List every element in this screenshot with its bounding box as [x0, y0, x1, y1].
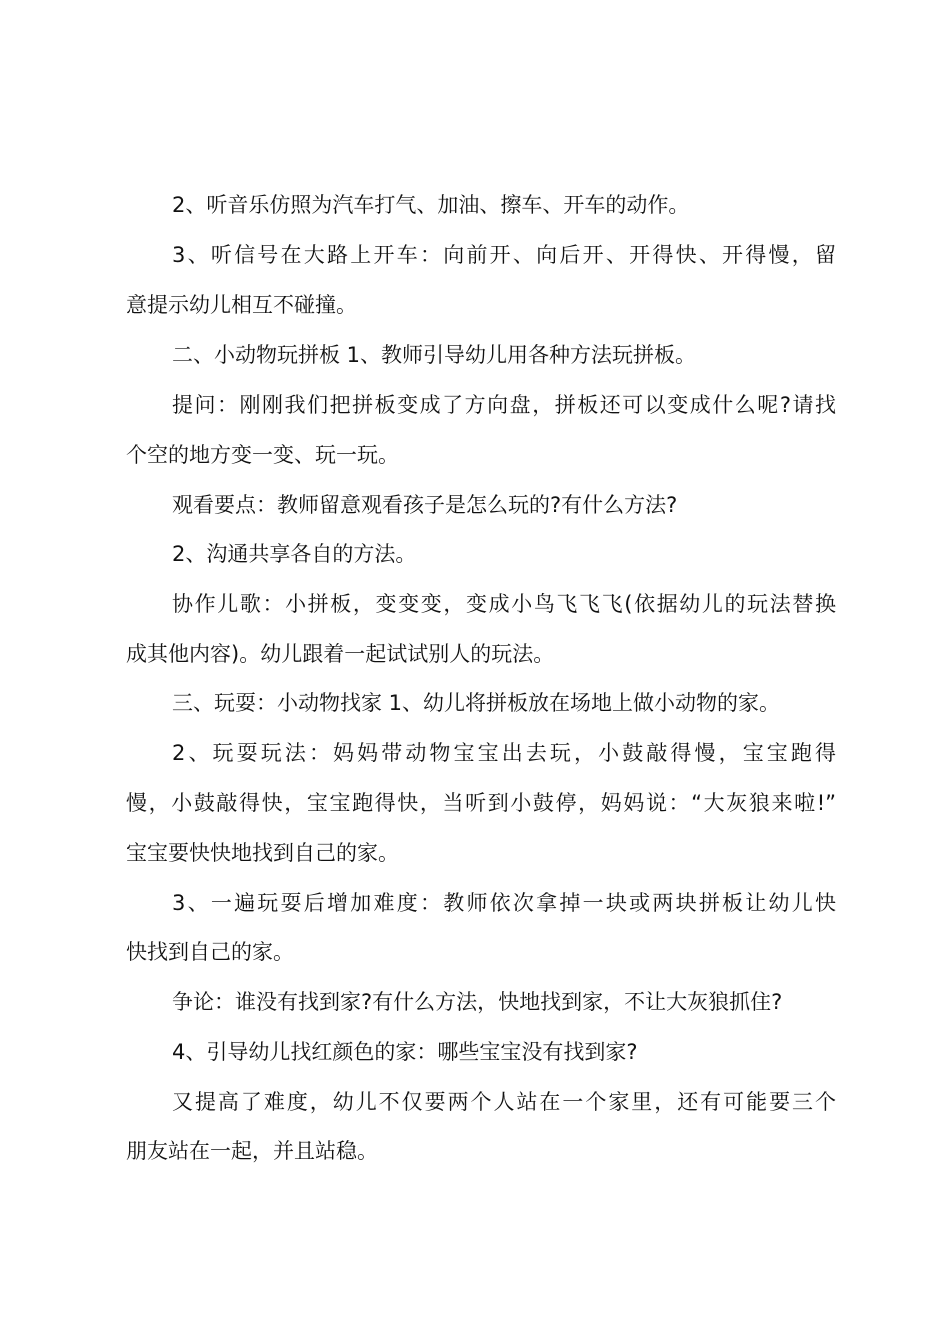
paragraph-line: 宝宝要快快地找到自己的家。 — [126, 841, 399, 865]
paragraph-line: 提问：刚刚我们把拼板变成了方向盘，拼板还可以变成什么呢?请找 — [172, 393, 836, 417]
paragraph-line: 2、听音乐仿照为汽车打气、加油、擦车、开车的动作。 — [172, 193, 690, 217]
paragraph-line: 三、玩耍：小动物找家 1、幼儿将拼板放在场地上做小动物的家。 — [172, 691, 781, 715]
paragraph-line: 意提示幼儿相互不碰撞。 — [126, 293, 357, 317]
paragraph-line: 争论：谁没有找到家?有什么方法，快地找到家，不让大灰狼抓住? — [172, 990, 783, 1014]
paragraph-line: 个空的地方变一变、玩一玩。 — [126, 443, 399, 467]
paragraph-line: 3、一遍玩耍后增加难度：教师依次拿掉一块或两块拼板让幼儿快 — [172, 891, 836, 915]
paragraph-line: 又提高了难度，幼儿不仅要两个人站在一个家里，还有可能要三个 — [172, 1090, 836, 1114]
paragraph-line: 协作儿歌：小拼板，变变变，变成小鸟飞飞飞(依据幼儿的玩法替换 — [172, 592, 836, 616]
paragraph-line: 2、沟通共享各自的方法。 — [172, 542, 417, 566]
paragraph-line: 快找到自己的家。 — [126, 940, 294, 964]
paragraph-line: 慢，小鼓敲得快，宝宝跑得快，当听到小鼓停，妈妈说：“大灰狼来啦!” — [126, 791, 836, 815]
paragraph-line: 二、小动物玩拼板 1、教师引导幼儿用各种方法玩拼板。 — [172, 343, 697, 367]
paragraph-line: 4、引导幼儿找红颜色的家：哪些宝宝没有找到家? — [172, 1040, 638, 1064]
paragraph-line: 成其他内容)。幼儿跟着一起试试别人的玩法。 — [126, 642, 555, 666]
paragraph-line: 朋友站在一起，并且站稳。 — [126, 1139, 378, 1163]
paragraph-line: 3、听信号在大路上开车：向前开、向后开、开得快、开得慢，留 — [172, 243, 836, 267]
paragraph-line: 2、玩耍玩法：妈妈带动物宝宝出去玩，小鼓敲得慢，宝宝跑得 — [172, 741, 836, 765]
paragraph-line: 观看要点：教师留意观看孩子是怎么玩的?有什么方法? — [172, 493, 678, 517]
